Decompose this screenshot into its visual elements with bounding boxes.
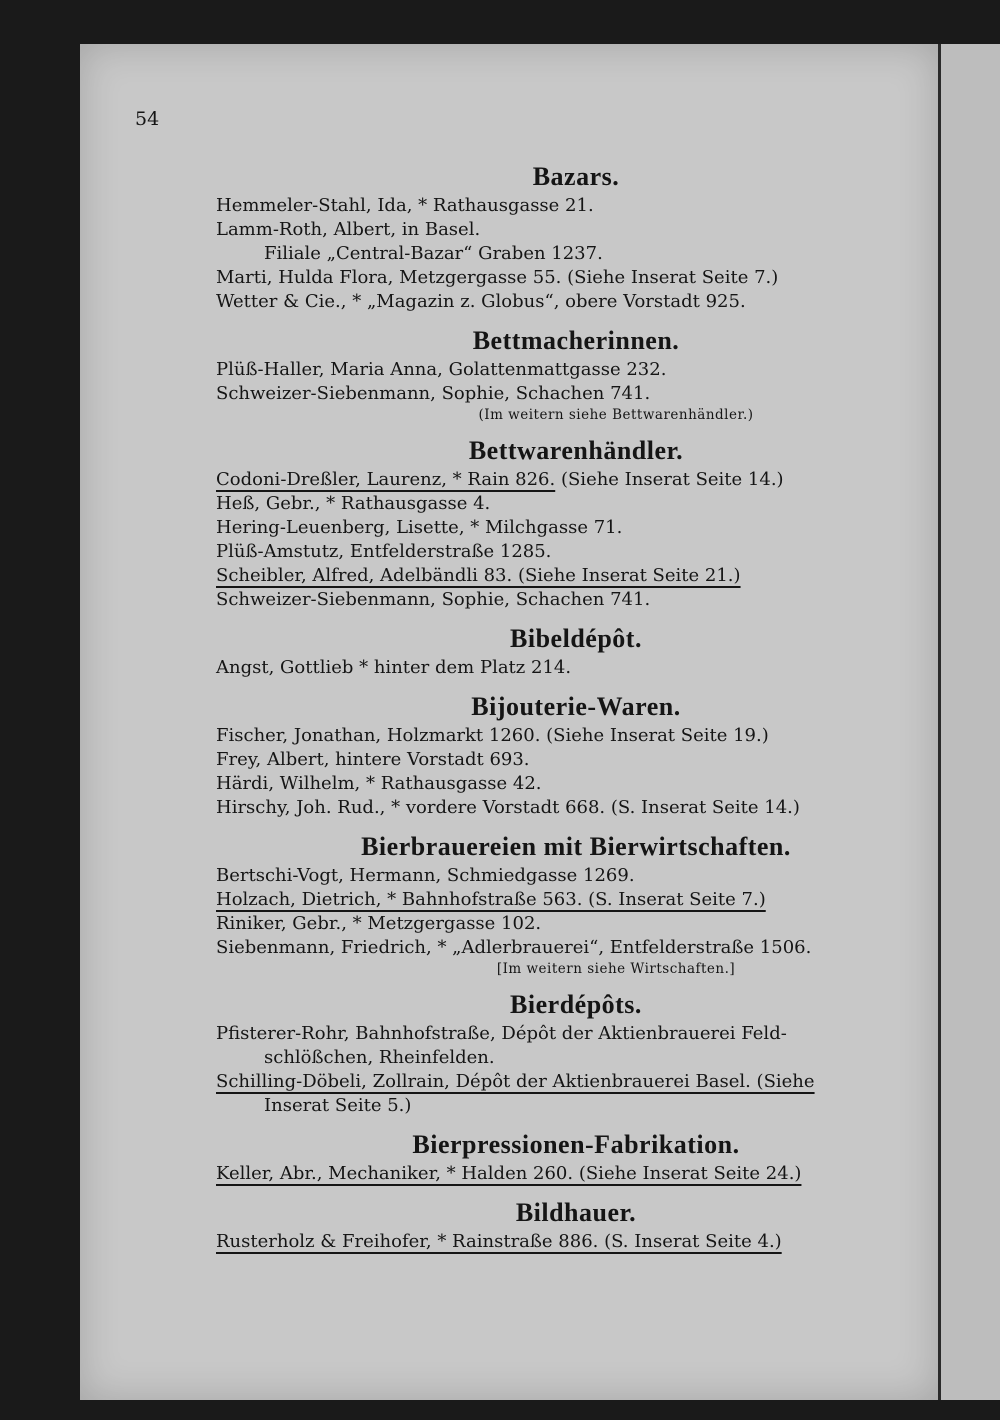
entry: Schweizer-Siebenmann, Sophie, Schachen 741. (216, 383, 651, 404)
heading-bijouterie: Bijouterie-Waren. (471, 692, 681, 721)
entry: Schweizer-Siebenmann, Sophie, Schachen 741. (216, 589, 651, 610)
entry-name: Codoni-Dreßler, Laurenz, * Rain 826. (216, 469, 556, 490)
entry: Scheibler, Alfred, Adelbändli 83. (Siehe Inserat Seite 21.) (216, 565, 741, 586)
entry: Rusterholz & Freihofer, * Rainstraße 886. (S. Inserat Seite 4.) (216, 1231, 782, 1252)
entry: Angst, Gottlieb * hinter dem Platz 214. (216, 657, 572, 678)
entry: Hering-Leuenberg, Lisette, * Milchgasse 71. (216, 517, 623, 538)
entry (216, 468, 896, 492)
entry: Härdi, Wilhelm, * Rathausgasse 42. (216, 773, 542, 794)
heading-bazars: Bazars. (532, 162, 620, 191)
next-page-edge (938, 44, 1000, 1400)
page-number: 54 (135, 108, 160, 130)
entry: Pfisterer-Rohr, Bahnhofstraße, Dépôt der Aktienbrauerei Feld- (216, 1023, 787, 1044)
directory-content (216, 160, 896, 1254)
entry: Filiale „Central-Bazar“ Graben 1237. (264, 243, 603, 264)
heading-bildhauer: Bildhauer. (515, 1198, 637, 1227)
entry: Frey, Albert, hintere Vorstadt 693. (216, 749, 530, 770)
entry: Plüß-Amstutz, Entfelderstraße 1285. (216, 541, 552, 562)
heading-bierbrauereien: Bierbrauereien mit Bierwirtschaften. (361, 832, 791, 861)
entry: Heß, Gebr., * Rathausgasse 4. (216, 493, 491, 514)
entry: Siebenmann, Friedrich, * „Adlerbrauerei“, Entfelderstraße 1506. (216, 937, 812, 958)
entry: Fischer, Jonathan, Holzmarkt 1260. (Siehe Inserat Seite 19.) (216, 725, 769, 746)
entry: Bertschi-Vogt, Hermann, Schmiedgasse 1269. (216, 865, 635, 886)
heading-bierpressionen: Bierpressionen-Fabrikation. (412, 1130, 740, 1159)
entry: Hemmeler-Stahl, Ida, * Rathausgasse 21. (216, 195, 594, 216)
entry: Riniker, Gebr., * Metzgergasse 102. (216, 913, 542, 934)
entry-continuation: schlößchen, Rheinfelden. (264, 1047, 495, 1068)
entry: Schilling-Döbeli, Zollrain, Dépôt der Aktienbrauerei Basel. (Siehe (216, 1071, 815, 1092)
entry: Holzach, Dietrich, * Bahnhofstraße 563. (S. Inserat Seite 7.) (216, 889, 766, 910)
heading-bibeldepot: Bibeldépôt. (510, 624, 642, 653)
entry: Marti, Hulda Flora, Metzgergasse 55. (Siehe Inserat Seite 7.) (216, 267, 779, 288)
entry-continuation: Inserat Seite 5.) (264, 1095, 412, 1116)
entry-ad-ref: (Siehe Inserat Seite 14.) (560, 469, 784, 490)
entry: Keller, Abr., Mechaniker, * Halden 260. (Siehe Inserat Seite 24.) (216, 1163, 802, 1184)
cross-reference-note: [Im weitern siehe Wirtschaften.] (496, 961, 736, 977)
cross-reference-note: (Im weitern siehe Bettwarenhändler.) (478, 407, 754, 423)
heading-bettmacherinnen: Bettmacherinnen. (472, 326, 680, 355)
entry: Wetter & Cie., * „Magazin z. Globus“, obere Vorstadt 925. (216, 291, 746, 312)
entry: Hirschy, Joh. Rud., * vordere Vorstadt 668. (S. Inserat Seite 14.) (216, 797, 800, 818)
heading-bierdepots: Bierdépôts. (510, 990, 642, 1019)
entry: Lamm-Roth, Albert, in Basel. (216, 219, 481, 240)
entry: Plüß-Haller, Maria Anna, Golattenmattgasse 232. (216, 359, 667, 380)
heading-bettwarenhaendler: Bettwarenhändler. (468, 436, 684, 465)
